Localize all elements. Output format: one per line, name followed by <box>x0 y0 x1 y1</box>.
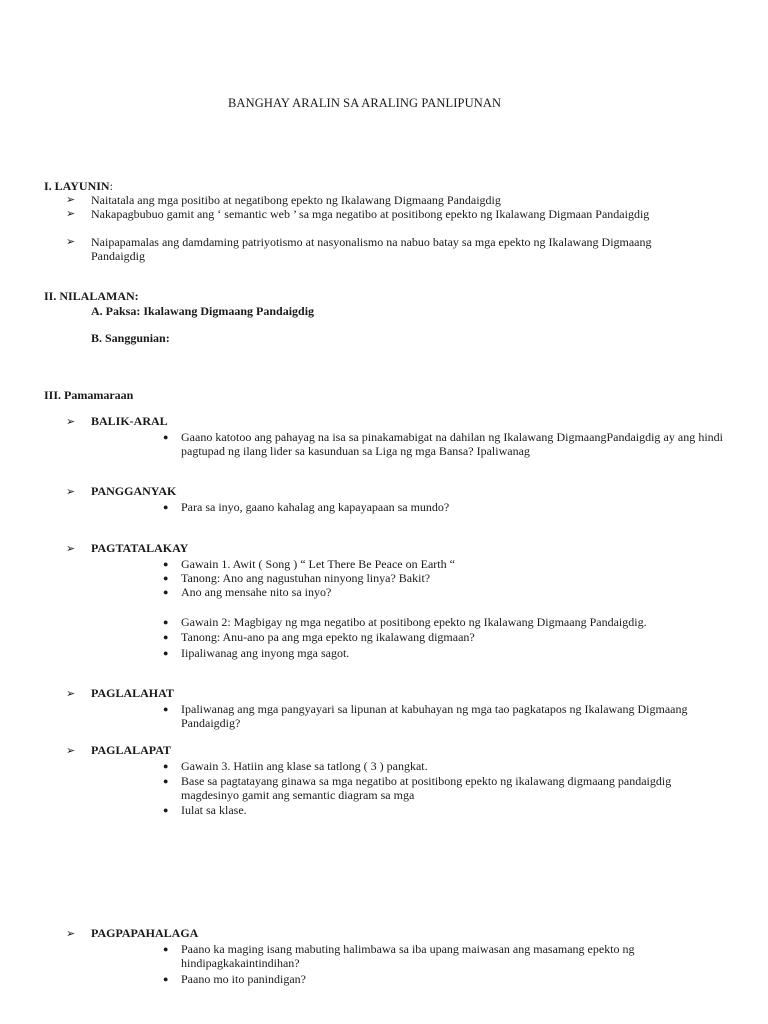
layunin-heading-line <box>44 179 113 193</box>
nilalaman-heading: II. NILALAMAN: <box>44 289 139 303</box>
section-label-pagpapahalaga: PAGPAPAHALAGA <box>91 926 199 940</box>
paglalahat-item-1: Ipaliwanag ang mga pangyayari sa lipunan at kabuhayan ng mga tao pagkatapos ng Ikalawang Digmaang Pandaigdig? <box>181 702 688 730</box>
bullet-icon: ● <box>163 632 169 642</box>
layunin-colon: : <box>109 179 113 193</box>
pagpapahalaga-item-2: Paano mo ito panindigan? <box>181 972 306 986</box>
paglalapat-item-3: Iulat sa klase. <box>181 803 247 817</box>
bullet-icon: ● <box>163 944 169 954</box>
paglalapat-item-1: Gawain 3. Hatiin ang klase sa tatlong ( 3 ) pangkat. <box>181 759 428 773</box>
bullet-icon: ● <box>163 704 169 714</box>
section-label-pangganyak: PANGGANYAK <box>91 484 177 498</box>
bullet-icon: ● <box>163 648 169 658</box>
layunin-heading: I. LAYUNIN <box>44 179 110 193</box>
bullet-icon: ● <box>163 974 169 984</box>
layunin-item-3: Naipapamalas ang damdaming patriyotismo at nasyonalismo na nabuo batay sa mga epekto ng Ikalawang Digmaang Pandaigdig <box>91 235 652 263</box>
bullet-icon: ● <box>163 617 169 627</box>
bullet-icon: ● <box>163 502 169 512</box>
bullet-icon: ● <box>163 761 169 771</box>
pagtatalakay-item-5: Tanong: Anu-ano pa ang mga epekto ng ikalawang digmaan? <box>181 630 475 644</box>
section-label-balik-aral: BALIK-ARAL <box>91 414 168 428</box>
pagtatalakay-item-6: Iipaliwanag ang inyong mga sagot. <box>181 646 350 660</box>
arrow-bullet-icon: ➢ <box>66 543 76 555</box>
section-label-paglalahat: PAGLALAHAT <box>91 686 174 700</box>
bullet-icon: ● <box>163 432 169 442</box>
bullet-icon: ● <box>163 776 169 786</box>
paksa-line: A. Paksa: Ikalawang Digmaang Pandaigdig <box>91 304 315 318</box>
bullet-icon: ● <box>163 805 169 815</box>
arrow-bullet-icon: ➢ <box>66 486 76 498</box>
pamamaraan-heading: III. Pamamaraan <box>44 388 134 402</box>
balik-aral-item-1: Gaano katotoo ang pahayag na isa sa pinakamabigat na dahilan ng Ikalawang DigmaangPandaigdig ay ang hindi pagtupad ng ilang lider sa kasunduan sa Liga ng mga Bansa? Ipaliwanag <box>181 430 723 458</box>
arrow-bullet-icon: ➢ <box>66 688 76 700</box>
section-label-paglalapat: PAGLALAPAT <box>91 743 171 757</box>
arrow-bullet-icon: ➢ <box>66 928 76 940</box>
page-title: BANGHAY ARALIN SA ARALING PANLIPUNAN <box>228 96 502 110</box>
bullet-icon: ● <box>163 573 169 583</box>
arrow-bullet-icon: ➢ <box>66 416 76 428</box>
arrow-bullet-icon: ➢ <box>66 236 76 248</box>
arrow-bullet-icon: ➢ <box>66 194 76 206</box>
bullet-icon: ● <box>163 559 169 569</box>
arrow-bullet-icon: ➢ <box>66 208 76 220</box>
pagtatalakay-item-4: Gawain 2: Magbigay ng mga negatibo at positibong epekto ng Ikalawang Digmaang Pandaigdig. <box>181 615 647 629</box>
pagtatalakay-item-2: Tanong: Ano ang nagustuhan ninyong linya? Bakit? <box>181 571 431 585</box>
pangganyak-item-1: Para sa inyo, gaano kahalag ang kapayapaan sa mundo? <box>181 500 450 514</box>
sanggunian-line: B. Sanggunian: <box>91 331 170 345</box>
layunin-item-2: Nakapagbubuo gamit ang ‘ semantic web ’ sa mga negatibo at positibong epekto ng Ikalawang Digmaan Pandaigdig <box>91 207 650 221</box>
bullet-icon: ● <box>163 587 169 597</box>
layunin-item-1: Naitatala ang mga positibo at negatibong epekto ng Ikalawang Digmaang Pandaigdig <box>91 193 501 207</box>
pagtatalakay-item-1: Gawain 1. Awit ( Song ) “ Let There Be Peace on Earth “ <box>181 557 455 571</box>
paglalapat-item-2: Base sa pagtatayang ginawa sa mga negatibo at positibong epekto ng ikalawang digmaang pandaigdig magdesinyo gamit ang semantic diagram sa mga <box>181 774 672 802</box>
section-label-pagtatalakay: PAGTATALAKAY <box>91 541 189 555</box>
pagtatalakay-item-3: Ano ang mensahe nito sa inyo? <box>181 585 332 599</box>
pagpapahalaga-item-1: Paano ka maging isang mabuting halimbawa sa iba upang maiwasan ang masamang epekto ng hindipagkakaintindihan? <box>181 942 635 970</box>
arrow-bullet-icon: ➢ <box>66 745 76 757</box>
